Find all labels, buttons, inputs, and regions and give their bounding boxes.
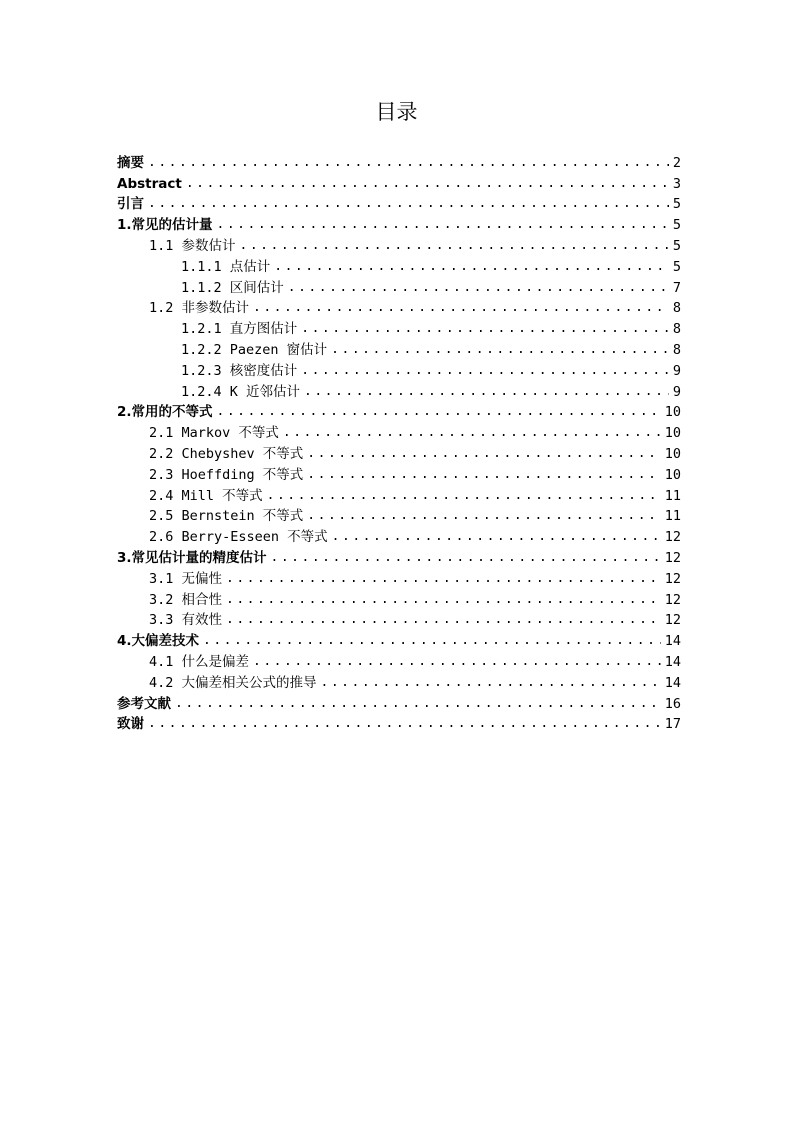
toc-entry[interactable] <box>117 194 681 215</box>
toc-entry-label: 4.2 大偏差相关公式的推导 <box>149 674 317 691</box>
toc-entry-page-number: 5 <box>672 217 681 234</box>
toc-entry-label: 2.2 Chebyshev 不等式 <box>149 445 304 462</box>
toc-entry-page-number: 7 <box>672 279 681 296</box>
toc-entry[interactable] <box>117 214 681 235</box>
toc-entry-label: 2.常用的不等式 <box>117 404 213 421</box>
toc-entry-page-number: 12 <box>664 612 681 629</box>
toc-dot-leader <box>226 569 661 589</box>
toc-dot-leader <box>321 673 661 693</box>
toc-entry-page-number: 11 <box>664 508 681 525</box>
toc-dot-leader <box>301 319 669 339</box>
toc-entry[interactable] <box>117 339 681 360</box>
toc-entry-label: 4.大偏差技术 <box>117 633 200 650</box>
toc-entry-label: 引言 <box>117 196 144 213</box>
toc-dot-leader <box>283 423 661 443</box>
toc-entry-label: 致谢 <box>117 716 144 733</box>
table-of-contents <box>117 152 681 734</box>
toc-entry[interactable] <box>117 464 681 485</box>
toc-entry-page-number: 9 <box>672 362 681 379</box>
toc-dot-leader <box>288 278 669 298</box>
toc-entry-label: 1.1.1 点估计 <box>181 258 271 275</box>
toc-entry-page-number: 5 <box>672 237 681 254</box>
toc-entry-label: Abstract <box>117 175 182 192</box>
toc-entry-label: 1.1.2 区间估计 <box>181 279 284 296</box>
toc-entry[interactable] <box>117 630 681 651</box>
toc-entry-label: 1.1 参数估计 <box>149 237 236 254</box>
toc-dot-leader <box>226 610 661 630</box>
toc-entry[interactable] <box>117 693 681 714</box>
toc-entry-page-number: 3 <box>672 175 681 192</box>
toc-entry[interactable] <box>117 568 681 589</box>
toc-dot-leader <box>271 548 661 568</box>
toc-entry-label: 1.2.3 核密度估计 <box>181 362 298 379</box>
toc-entry-page-number: 9 <box>672 383 681 400</box>
toc-entry-label: 1.常见的估计量 <box>117 217 213 234</box>
toc-entry-page-number: 17 <box>664 716 681 733</box>
toc-dot-leader <box>148 714 661 734</box>
toc-entry-page-number: 12 <box>664 529 681 546</box>
toc-entry-page-number: 12 <box>664 570 681 587</box>
toc-entry-page-number: 5 <box>672 196 681 213</box>
toc-entry-page-number: 12 <box>664 549 681 566</box>
toc-dot-leader <box>175 694 661 714</box>
toc-dot-leader <box>332 527 661 547</box>
toc-entry[interactable] <box>117 318 681 339</box>
toc-entry-label: 2.4 Mill 不等式 <box>149 487 263 504</box>
toc-entry[interactable] <box>117 360 681 381</box>
toc-entry[interactable] <box>117 714 681 735</box>
toc-dot-leader <box>301 361 669 381</box>
toc-entry-page-number: 14 <box>664 653 681 670</box>
toc-entry[interactable] <box>117 235 681 256</box>
toc-entry[interactable] <box>117 402 681 423</box>
toc-entry-label: 3.常见估计量的精度估计 <box>117 549 267 566</box>
toc-entry[interactable] <box>117 506 681 527</box>
toc-entry-page-number: 14 <box>664 633 681 650</box>
toc-dot-leader <box>203 631 661 651</box>
toc-entry[interactable] <box>117 422 681 443</box>
toc-entry[interactable] <box>117 173 681 194</box>
toc-entry-page-number: 8 <box>672 341 681 358</box>
toc-dot-leader <box>186 174 669 194</box>
toc-dot-leader <box>267 486 661 506</box>
toc-dot-leader <box>148 194 669 214</box>
toc-entry-label: 3.3 有效性 <box>149 612 223 629</box>
toc-entry-page-number: 10 <box>664 445 681 462</box>
toc-entry-page-number: 12 <box>664 591 681 608</box>
toc-entry-label: 1.2.4 K 近邻估计 <box>181 383 301 400</box>
toc-entry[interactable] <box>117 152 681 173</box>
toc-entry-label: 摘要 <box>117 154 144 171</box>
toc-dot-leader <box>307 465 660 485</box>
toc-dot-leader <box>253 652 661 672</box>
toc-entry-label: 3.1 无偏性 <box>149 570 223 587</box>
toc-dot-leader <box>217 215 669 235</box>
toc-entry-page-number: 10 <box>664 404 681 421</box>
toc-entry[interactable] <box>117 256 681 277</box>
toc-entry-page-number: 10 <box>664 425 681 442</box>
toc-entry[interactable] <box>117 651 681 672</box>
toc-entry-label: 3.2 相合性 <box>149 591 223 608</box>
toc-entry-page-number: 11 <box>664 487 681 504</box>
toc-entry-label: 2.5 Bernstein 不等式 <box>149 508 304 525</box>
toc-entry[interactable] <box>117 547 681 568</box>
toc-entry-label: 参考文献 <box>117 695 171 712</box>
toc-entry-page-number: 16 <box>664 695 681 712</box>
toc-entry-label: 2.1 Markov 不等式 <box>149 425 279 442</box>
toc-dot-leader <box>307 444 660 464</box>
toc-entry-page-number: 10 <box>664 466 681 483</box>
toc-dot-leader <box>253 298 669 318</box>
toc-entry[interactable] <box>117 298 681 319</box>
toc-entry[interactable] <box>117 610 681 631</box>
toc-dot-leader <box>226 590 661 610</box>
page-title: 目录 <box>375 100 418 124</box>
toc-entry[interactable] <box>117 672 681 693</box>
toc-entry[interactable] <box>117 526 681 547</box>
toc-entry[interactable] <box>117 277 681 298</box>
toc-entry[interactable] <box>117 485 681 506</box>
toc-dot-leader <box>217 402 661 422</box>
toc-entry[interactable] <box>117 589 681 610</box>
toc-dot-leader <box>304 382 669 402</box>
toc-dot-leader <box>148 153 669 173</box>
toc-entry[interactable] <box>117 381 681 402</box>
toc-entry-label: 2.6 Berry-Esseen 不等式 <box>149 529 328 546</box>
toc-entry-label: 1.2.1 直方图估计 <box>181 321 298 338</box>
toc-entry-page-number: 8 <box>672 321 681 338</box>
toc-dot-leader <box>331 340 669 360</box>
toc-entry-page-number: 5 <box>672 258 681 275</box>
toc-entry-page-number: 14 <box>664 674 681 691</box>
toc-entry-page-number: 8 <box>672 300 681 317</box>
toc-dot-leader <box>307 506 660 526</box>
toc-dot-leader <box>240 236 669 256</box>
toc-entry-label: 1.2.2 Paezen 窗估计 <box>181 341 328 358</box>
toc-dot-leader <box>274 257 669 277</box>
toc-entry[interactable] <box>117 443 681 464</box>
toc-entry-page-number: 2 <box>672 154 681 171</box>
toc-entry-label: 4.1 什么是偏差 <box>149 653 250 670</box>
toc-entry-label: 2.3 Hoeffding 不等式 <box>149 466 304 483</box>
toc-entry-label: 1.2 非参数估计 <box>149 300 250 317</box>
